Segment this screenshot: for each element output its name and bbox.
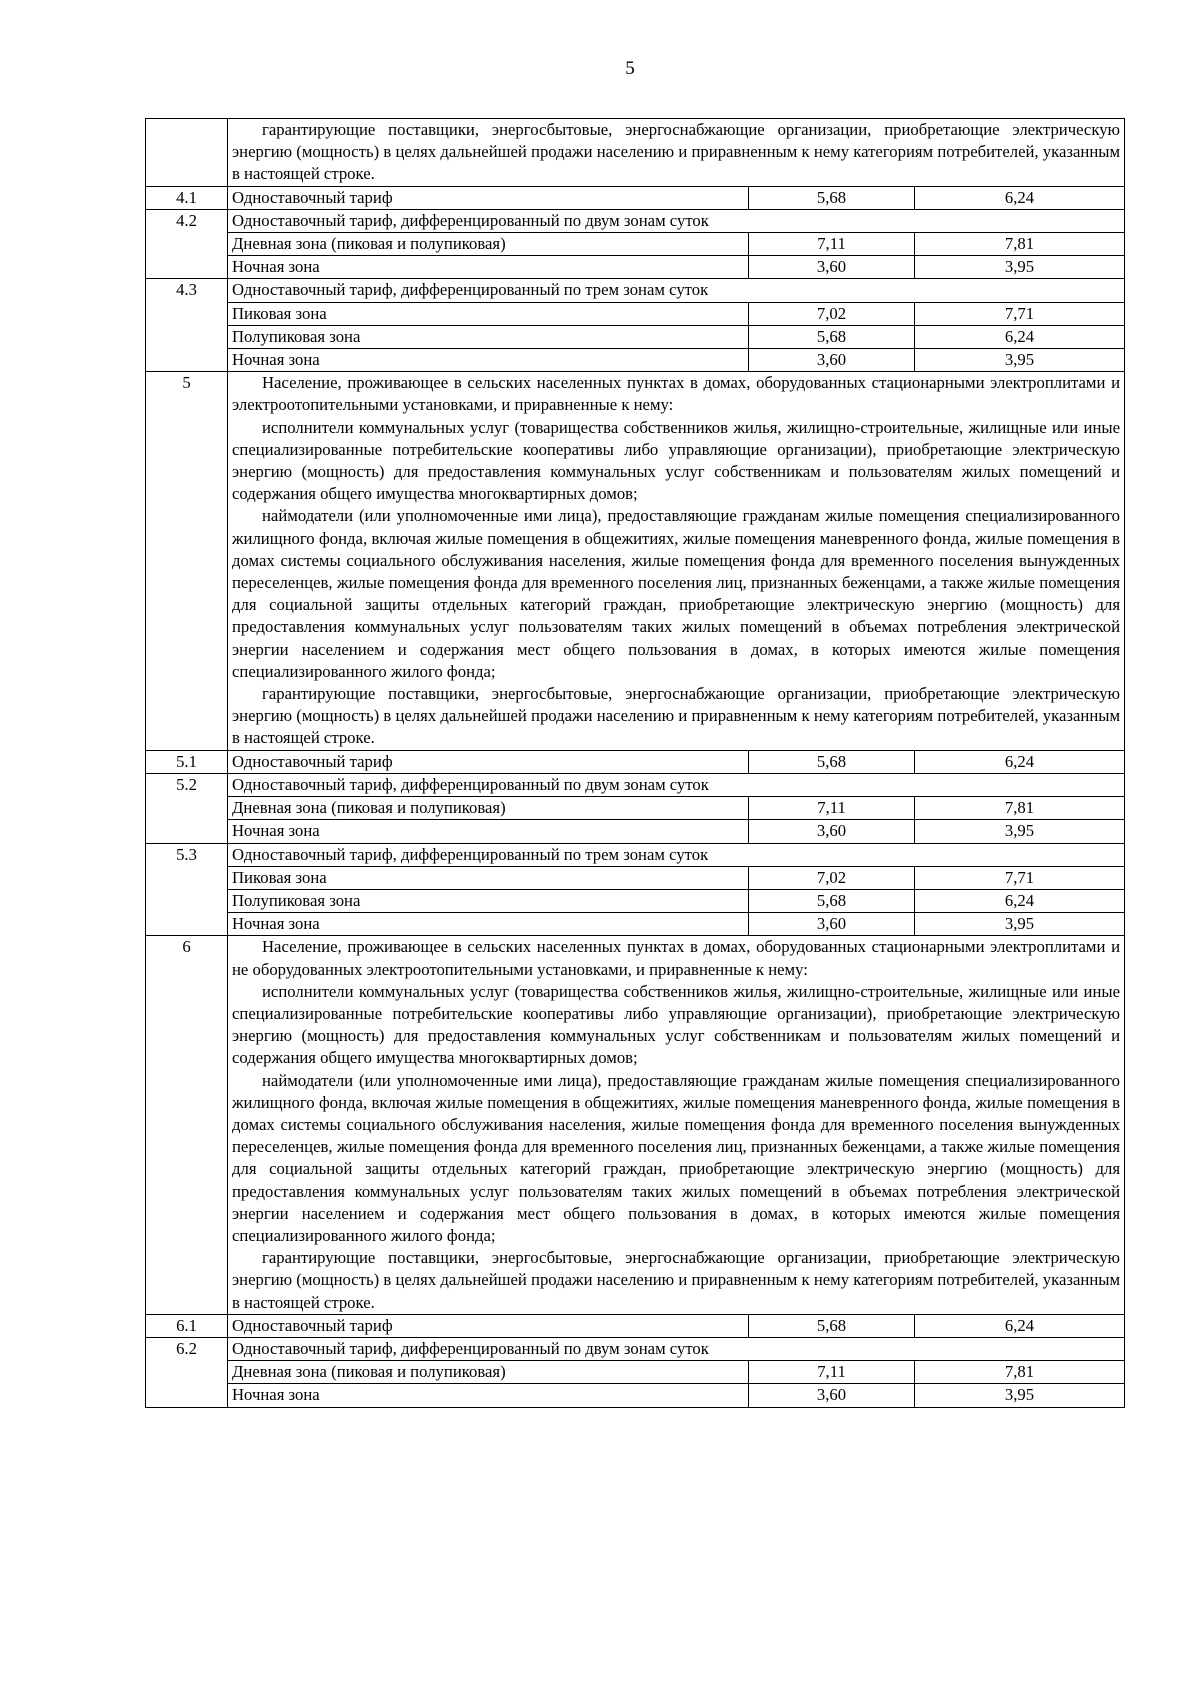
tariff-value-1: 3,60 (749, 820, 915, 843)
row-description (228, 372, 1125, 750)
tariff-label: Одноставочный тариф, дифференцированный по трем зонам суток (228, 843, 1125, 866)
tariff-value-2: 7,81 (915, 797, 1125, 820)
tariff-value-2: 6,24 (915, 889, 1125, 912)
row-description (228, 936, 1125, 1314)
row-number: 6.2 (146, 1337, 228, 1407)
table-row (146, 209, 1125, 232)
zone-label: Дневная зона (пиковая и полупиковая) (228, 233, 749, 256)
row-number: 6.1 (146, 1314, 228, 1337)
description-paragraph: Население, проживающее в сельских населенных пунктах в домах, оборудованных стационарными электроплитами и не оборудованных электроотопительными установками, и приравненные к нему: (232, 937, 1121, 979)
description-paragraph: Население, проживающее в сельских населенных пунктах в домах, оборудованных стационарными электроплитами и электроотопительными установками, и приравненные к нему: (232, 373, 1121, 415)
description-paragraph: исполнители коммунальных услуг (товарищества собственников жилья, жилищно-строительные, жилищные или иные специализированные потребительские кооперативы либо управляющие организации), приобретающие электрическую энергию (мощность) для предоставления коммунальных услуг собственникам и пользователям жилых помещений и содержания общего имущества многоквартирных домов; (232, 417, 1121, 504)
table-row (146, 279, 1125, 302)
table-row (146, 1314, 1125, 1337)
table-row (146, 1361, 1125, 1384)
tariff-value-1: 5,68 (749, 889, 915, 912)
page-number: 5 (625, 58, 635, 79)
row-number (146, 119, 228, 187)
tariff-value-1: 3,60 (749, 913, 915, 936)
tariff-value-2: 3,95 (915, 913, 1125, 936)
zone-label: Полупиковая зона (228, 889, 749, 912)
tariff-label: Одноставочный тариф, дифференцированный по двум зонам суток (228, 1337, 1125, 1360)
tariff-value-1: 3,60 (749, 349, 915, 372)
zone-label: Полупиковая зона (228, 325, 749, 348)
row-description (228, 119, 1125, 187)
tariff-value-1: 7,02 (749, 866, 915, 889)
tariff-value-1: 3,60 (749, 256, 915, 279)
zone-label: Ночная зона (228, 349, 749, 372)
table-row (146, 349, 1125, 372)
tariff-value-2: 6,24 (915, 750, 1125, 773)
tariff-label: Одноставочный тариф (228, 186, 749, 209)
tariff-value-1: 5,68 (749, 186, 915, 209)
row-number: 6 (146, 936, 228, 1314)
tariff-value-1: 3,60 (749, 1384, 915, 1407)
row-number: 5 (146, 372, 228, 750)
tariff-value-2: 3,95 (915, 349, 1125, 372)
tariff-value-2: 6,24 (915, 186, 1125, 209)
table-row (146, 233, 1125, 256)
table-row (146, 256, 1125, 279)
zone-label: Ночная зона (228, 256, 749, 279)
tariff-table (145, 118, 1125, 1408)
tariff-value-2: 6,24 (915, 1314, 1125, 1337)
tariff-value-1: 7,11 (749, 233, 915, 256)
table-row (146, 186, 1125, 209)
row-number: 4.1 (146, 186, 228, 209)
row-number: 4.2 (146, 209, 228, 279)
zone-label: Пиковая зона (228, 866, 749, 889)
tariff-value-2: 7,81 (915, 1361, 1125, 1384)
zone-label: Ночная зона (228, 913, 749, 936)
tariff-label: Одноставочный тариф, дифференцированный по двум зонам суток (228, 209, 1125, 232)
table-row (146, 1384, 1125, 1407)
row-number: 5.3 (146, 843, 228, 936)
tariff-label: Одноставочный тариф (228, 1314, 749, 1337)
tariff-value-1: 7,11 (749, 797, 915, 820)
tariff-value-2: 3,95 (915, 820, 1125, 843)
tariff-value-2: 6,24 (915, 325, 1125, 348)
tariff-label: Одноставочный тариф (228, 750, 749, 773)
table-row (146, 889, 1125, 912)
description-paragraph: гарантирующие поставщики, энергосбытовые, энергоснабжающие организации, приобретающие электрическую энергию (мощность) в целях дальнейшей продажи населению и приравненным к нему категориям потребителей, указанным в настоящей строке. (232, 684, 1121, 748)
table-row (146, 820, 1125, 843)
tariff-label: Одноставочный тариф, дифференцированный по трем зонам суток (228, 279, 1125, 302)
tariff-label: Одноставочный тариф, дифференцированный по двум зонам суток (228, 773, 1125, 796)
description-paragraph: наймодатели (или уполномоченные ими лица), предоставляющие гражданам жилые помещения специализированного жилищного фонда, включая жилые помещения в общежитиях, жилые помещения маневренного фонда, жилые помещения в домах системы социального обслуживания населения, жилые помещения фонда для временного поселения вынужденных переселенцев, жилые помещения фонда для временного поселения лиц, признанных беженцами, а также жилые помещения для социальной защиты отдельных категорий граждан, приобретающие электрическую энергию (мощность) для предоставления коммунальных услуг пользователям таких жилых помещений в объемах потребления электрической энергии населением и содержания мест общего пользования в домах, в которых имеются жилые помещения специализированного жилого фонда; (232, 1070, 1121, 1245)
table-row (146, 773, 1125, 796)
row-number: 4.3 (146, 279, 228, 372)
description-paragraph: гарантирующие поставщики, энергосбытовые, энергоснабжающие организации, приобретающие электрическую энергию (мощность) в целях дальнейшей продажи населению и приравненным к нему категориям потребителей, указанным в настоящей строке. (232, 120, 1121, 184)
row-number: 5.2 (146, 773, 228, 843)
tariff-value-1: 7,02 (749, 302, 915, 325)
zone-label: Ночная зона (228, 820, 749, 843)
tariff-value-2: 3,95 (915, 1384, 1125, 1407)
table-row (146, 843, 1125, 866)
table-row (146, 302, 1125, 325)
table-row (146, 797, 1125, 820)
table-row (146, 372, 1125, 750)
zone-label: Дневная зона (пиковая и полупиковая) (228, 1361, 749, 1384)
table-row (146, 1337, 1125, 1360)
tariff-value-2: 7,71 (915, 866, 1125, 889)
zone-label: Дневная зона (пиковая и полупиковая) (228, 797, 749, 820)
tariff-value-1: 7,11 (749, 1361, 915, 1384)
tariff-value-2: 7,71 (915, 302, 1125, 325)
tariff-value-2: 7,81 (915, 233, 1125, 256)
table-row (146, 119, 1125, 187)
tariff-value-1: 5,68 (749, 750, 915, 773)
row-number: 5.1 (146, 750, 228, 773)
tariff-value-2: 3,95 (915, 256, 1125, 279)
table-row (146, 325, 1125, 348)
description-paragraph: наймодатели (или уполномоченные ими лица), предоставляющие гражданам жилые помещения специализированного жилищного фонда, включая жилые помещения в общежитиях, жилые помещения маневренного фонда, жилые помещения в домах системы социального обслуживания населения, жилые помещения фонда для временного поселения вынужденных переселенцев, жилые помещения фонда для временного поселения лиц, признанных беженцами, а также жилые помещения для социальной защиты отдельных категорий граждан, приобретающие электрическую энергию (мощность) для предоставления коммунальных услуг пользователям таких жилых помещений в объемах потребления электрической энергии населением и содержания мест общего пользования в домах, в которых имеются жилые помещения специализированного жилого фонда; (232, 506, 1121, 681)
table-row (146, 913, 1125, 936)
tariff-value-1: 5,68 (749, 1314, 915, 1337)
description-paragraph: гарантирующие поставщики, энергосбытовые, энергоснабжающие организации, приобретающие электрическую энергию (мощность) в целях дальнейшей продажи населению и приравненным к нему категориям потребителей, указанным в настоящей строке. (232, 1248, 1121, 1312)
tariff-value-1: 5,68 (749, 325, 915, 348)
zone-label: Ночная зона (228, 1384, 749, 1407)
description-paragraph: исполнители коммунальных услуг (товарищества собственников жилья, жилищно-строительные, жилищные или иные специализированные потребительские кооперативы либо управляющие организации), приобретающие электрическую энергию (мощность) для предоставления коммунальных услуг собственникам и пользователям жилых помещений и содержания общего имущества многоквартирных домов; (232, 981, 1121, 1068)
table-row (146, 936, 1125, 1314)
table-row (146, 866, 1125, 889)
zone-label: Пиковая зона (228, 302, 749, 325)
table-row (146, 750, 1125, 773)
